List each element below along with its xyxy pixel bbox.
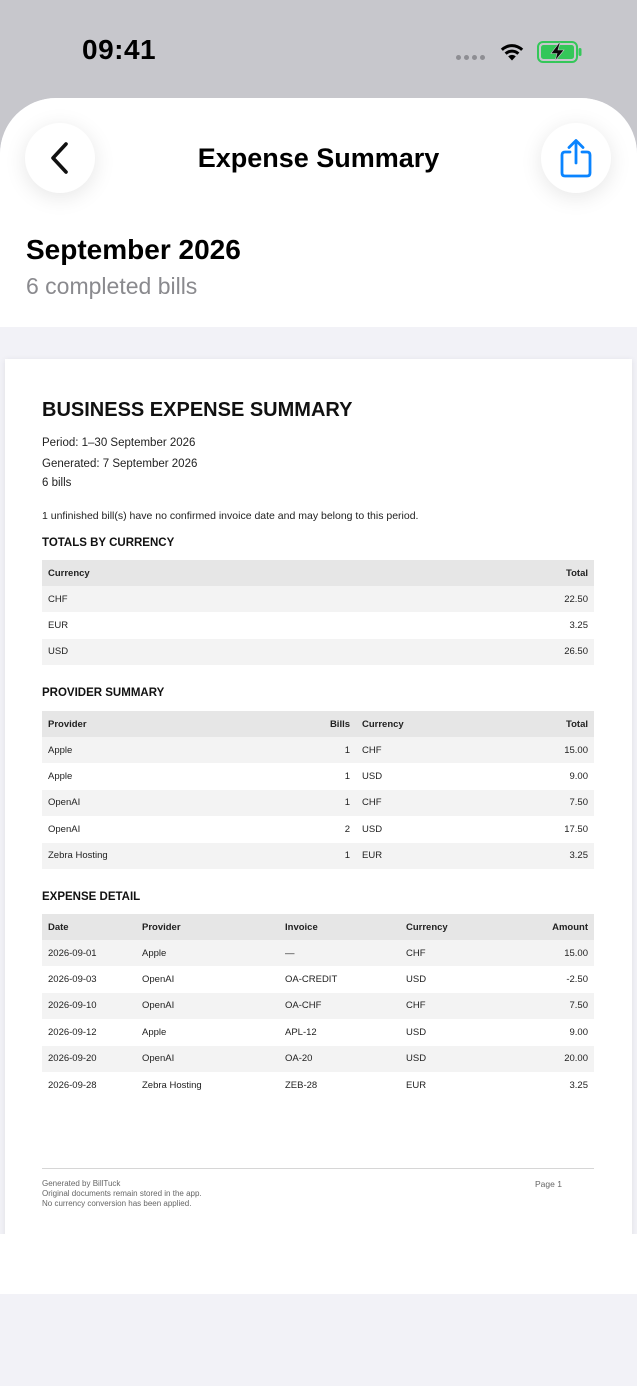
table-cell: 7.50 xyxy=(486,790,594,816)
table-cell: Apple xyxy=(136,940,279,966)
table-row xyxy=(42,790,594,816)
unfinished-note: 1 unfinished bill(s) have no confirmed invoice date and may belong to this period. xyxy=(42,510,419,522)
table-cell: OpenAI xyxy=(136,1046,279,1072)
table-cell: Zebra Hosting xyxy=(42,843,314,869)
table-row xyxy=(42,612,594,638)
table-row xyxy=(42,763,594,789)
table-cell: EUR xyxy=(356,843,486,869)
column-header: Provider xyxy=(136,914,279,940)
table-cell: 2026-09-28 xyxy=(48,1079,97,1091)
column-header: Amount xyxy=(500,914,594,940)
table-cell: 2 xyxy=(344,823,350,835)
totals-table xyxy=(42,560,594,665)
table-row xyxy=(42,1046,594,1072)
table-cell: Zebra Hosting xyxy=(142,1079,202,1091)
nav-title: Expense Summary xyxy=(197,143,440,173)
table-cell: 9.00 xyxy=(569,771,588,783)
table-cell: USD xyxy=(406,1026,427,1038)
bottom-area xyxy=(0,1234,637,1294)
table-cell: 3.25 xyxy=(569,620,588,632)
footer-divider xyxy=(42,1168,594,1169)
battery-charging-icon xyxy=(537,40,583,64)
sheet-header xyxy=(0,98,637,327)
footer-line: Original documents remain stored in the app. xyxy=(42,1189,202,1198)
table-cell: 22.50 xyxy=(373,586,594,612)
table-cell: 9.00 xyxy=(569,1026,588,1038)
table-cell: Apple xyxy=(48,771,73,783)
table-cell: OA-20 xyxy=(279,1046,400,1072)
provider-summary-heading: PROVIDER SUMMARY xyxy=(42,687,165,699)
column-header: Currency xyxy=(42,560,373,586)
column-header: Total xyxy=(486,711,594,737)
table-row xyxy=(42,737,594,763)
period-line: Period: 1–30 September 2026 xyxy=(42,437,196,449)
table-cell: CHF xyxy=(356,737,486,763)
table-cell: EUR xyxy=(406,1079,427,1091)
table-cell: 1 xyxy=(314,737,356,763)
column-header: Currency xyxy=(356,711,486,737)
column-header: Invoice xyxy=(279,914,400,940)
document-footer xyxy=(42,1179,202,1209)
table-cell: CHF xyxy=(400,940,500,966)
table-cell: 2026-09-20 xyxy=(42,1046,136,1072)
table-row xyxy=(42,966,594,992)
cellular-dots-icon xyxy=(456,55,485,60)
status-time: 09:41 xyxy=(82,34,157,65)
table-cell: 3.25 xyxy=(486,843,594,869)
table-row xyxy=(42,586,594,612)
column-header: Date xyxy=(42,914,136,940)
expense-detail-heading: EXPENSE DETAIL xyxy=(42,891,141,903)
table-cell: OpenAI xyxy=(142,974,175,986)
table-cell: USD xyxy=(42,639,373,665)
table-cell: 2026-09-01 xyxy=(42,940,136,966)
table-cell: CHF xyxy=(400,993,500,1019)
table-cell: 26.50 xyxy=(373,639,594,665)
table-cell: USD xyxy=(406,974,427,986)
footer-line: Generated by BillTuck xyxy=(42,1179,121,1188)
table-cell: ZEB-28 xyxy=(285,1079,318,1091)
column-header: Total xyxy=(373,560,594,586)
table-row xyxy=(42,843,594,869)
table-cell: 20.00 xyxy=(500,1046,594,1072)
table-cell: 2026-09-12 xyxy=(48,1026,97,1038)
page-number: Page 1 xyxy=(535,1179,562,1189)
column-header: Provider xyxy=(42,711,314,737)
table-cell: 1 xyxy=(314,790,356,816)
table-cell: OA-CHF xyxy=(279,993,400,1019)
share-button[interactable] xyxy=(541,123,611,193)
table-cell: OpenAI xyxy=(42,790,314,816)
table-row xyxy=(42,1019,594,1045)
table-cell: 2026-09-10 xyxy=(42,993,136,1019)
table-cell: 1 xyxy=(344,771,350,783)
totals-heading: TOTALS BY CURRENCY xyxy=(42,537,175,549)
table-cell: 7.50 xyxy=(500,993,594,1019)
table-cell: 15.00 xyxy=(500,940,594,966)
table-cell: OpenAI xyxy=(48,823,81,835)
table-cell: 2026-09-03 xyxy=(48,974,97,986)
table-cell: OA-CREDIT xyxy=(285,974,338,986)
table-cell: 3.25 xyxy=(569,1079,588,1091)
summary-subtitle: 6 completed bills xyxy=(26,273,198,299)
expense-detail-table xyxy=(42,914,594,1098)
table-row xyxy=(42,1072,594,1098)
footer-line: No currency conversion has been applied. xyxy=(42,1199,192,1208)
table-cell: USD xyxy=(400,1046,500,1072)
table-cell: OpenAI xyxy=(136,993,279,1019)
table-cell: — xyxy=(279,940,400,966)
table-cell: 1 xyxy=(314,843,356,869)
table-cell: 15.00 xyxy=(486,737,594,763)
table-row xyxy=(42,993,594,1019)
table-cell: 17.50 xyxy=(564,823,588,835)
table-row xyxy=(42,639,594,665)
table-cell: USD xyxy=(362,771,383,783)
summary-title: September 2026 xyxy=(26,234,241,265)
table-cell: -2.50 xyxy=(566,974,588,986)
column-header: Bills xyxy=(314,711,356,737)
table-cell: EUR xyxy=(48,620,69,632)
table-row xyxy=(42,940,594,966)
document-title: BUSINESS EXPENSE SUMMARY xyxy=(42,399,353,421)
column-header: Currency xyxy=(400,914,500,940)
table-cell: CHF xyxy=(42,586,373,612)
table-row xyxy=(42,816,594,842)
table-cell: CHF xyxy=(356,790,486,816)
share-icon xyxy=(559,138,593,178)
table-cell: Apple xyxy=(142,1026,167,1038)
provider-summary-table xyxy=(42,711,594,869)
table-cell: APL-12 xyxy=(285,1026,317,1038)
table-cell: Apple xyxy=(42,737,314,763)
table-cell: USD xyxy=(362,823,383,835)
generated-line: Generated: 7 September 2026 xyxy=(42,458,198,470)
pdf-page-preview[interactable] xyxy=(5,359,632,1247)
wifi-icon xyxy=(499,40,525,62)
bill-count-line: 6 bills xyxy=(42,477,72,489)
